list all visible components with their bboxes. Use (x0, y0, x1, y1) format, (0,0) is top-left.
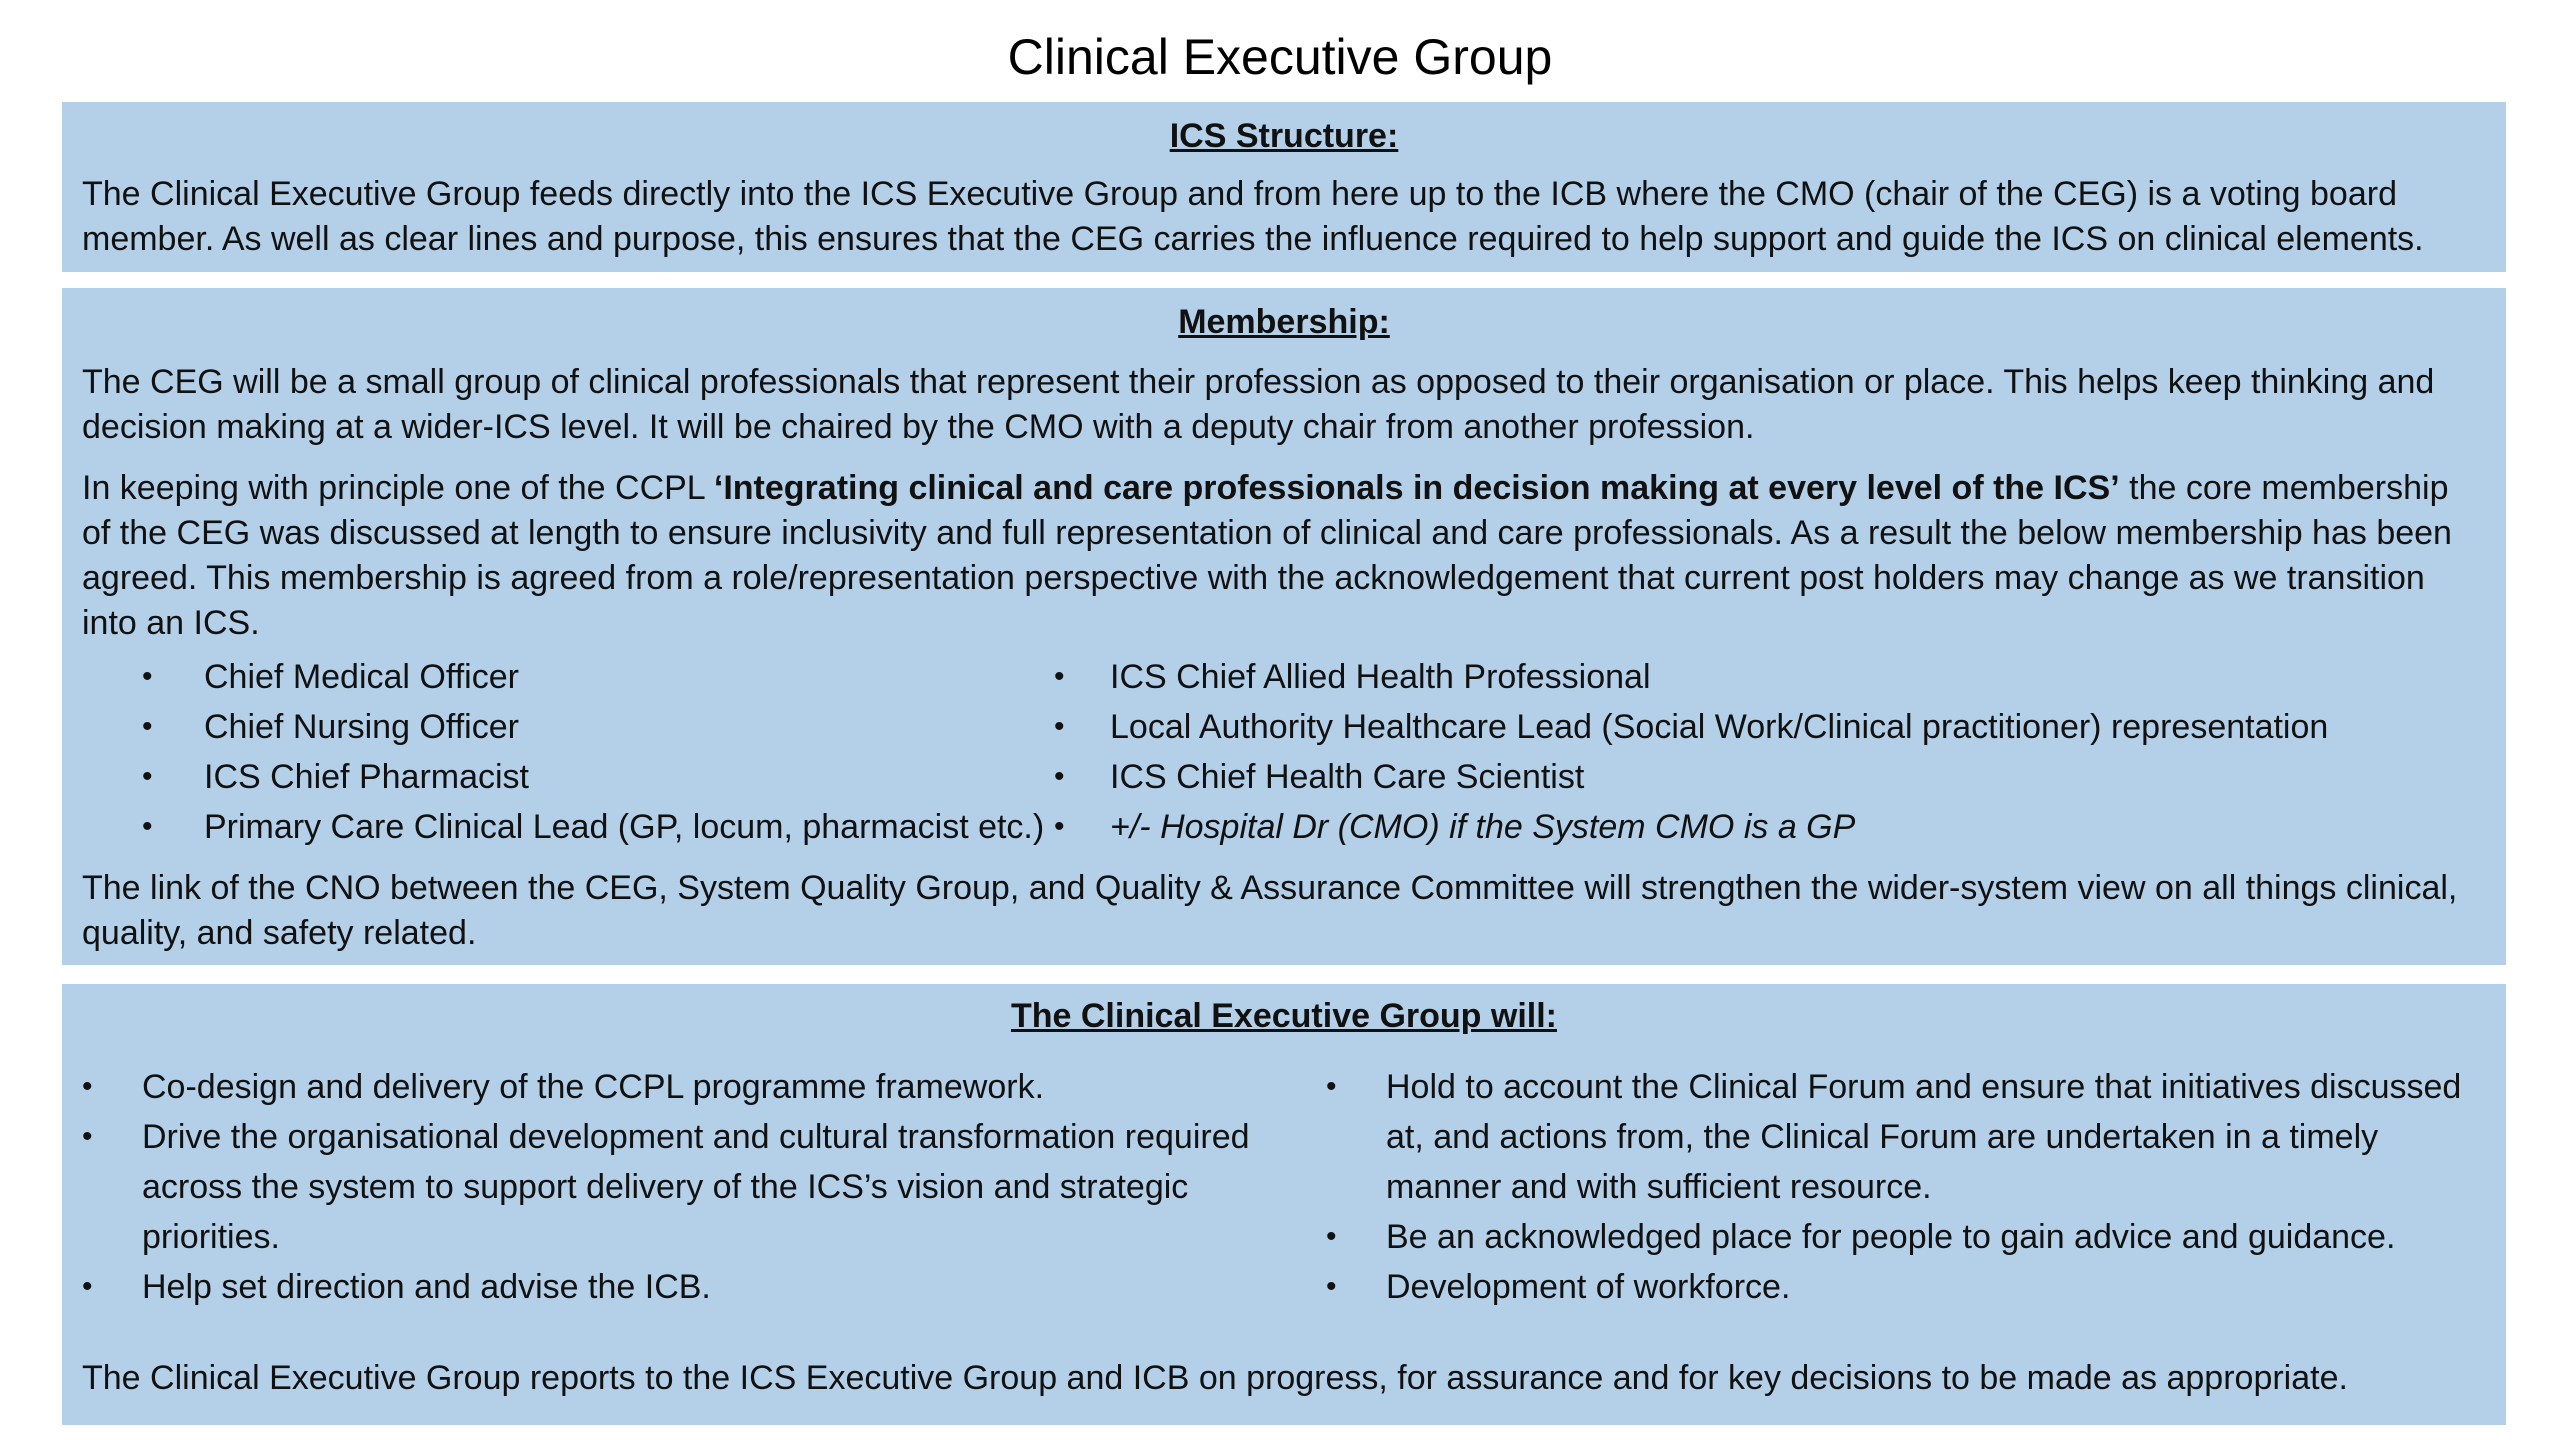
ceg-will-heading: The Clinical Executive Group will: (1010, 997, 1557, 1035)
list-item: • Co-design and delivery of the CCPL programme framework. (82, 1062, 1326, 1112)
list-item: • Be an acknowledged place for people to gain advice and guidance. (1326, 1212, 2486, 1262)
membership-panel (62, 288, 2506, 965)
ceg-will-list (82, 1062, 2486, 1312)
membership-list-left (82, 652, 1054, 852)
bullet-icon: • (1326, 1070, 1337, 1103)
bullet-icon: • (142, 660, 153, 693)
ics-structure-panel (62, 102, 2506, 272)
cno-link-text: The link of the CNO between the CEG, System Quality Group, and Quality & Assurance Committee will strengthen the wider-system view on all things clinical, quality, and safety related. (82, 869, 2458, 952)
list-item: • Hold to account the Clinical Forum and ensure that initiatives discussed at, and actions from, the Clinical Forum are undertaken in a timely manner and with sufficient resource. (1326, 1062, 2486, 1212)
list-item: • Local Authority Healthcare Lead (Social Work/Clinical practitioner) representation (1054, 702, 2474, 752)
page-title: Clinical Executive Group (1007, 29, 1553, 85)
ics-structure-heading: ICS Structure: (1169, 117, 1399, 155)
bullet-icon: • (1054, 760, 1065, 793)
list-item: • Development of workforce. (1326, 1262, 2486, 1312)
principle-suffix: the core membership of the CEG was discussed at length to ensure inclusivity and full representation of clinical and care professionals. As a result the below membership has been agreed. This membership is agreed from a role/representation perspective with the acknowledgement that current post holders may change as we transition into an ICS. (82, 469, 2452, 642)
list-item: • Drive the organisational development and cultural transformation required across the system to support delivery of the ICS’s vision and strategic priorities. (82, 1112, 1326, 1262)
list-item: • Chief Medical Officer (82, 652, 1054, 702)
list-item: • ICS Chief Allied Health Professional (1054, 652, 2474, 702)
bullet-icon: • (82, 1270, 93, 1303)
ceg-reports-text: The Clinical Executive Group reports to the ICS Executive Group and ICB on progress, for assurance and for key decisions to be made as appropriate. (82, 1359, 2348, 1397)
ceg-will-list-left (82, 1062, 1326, 1312)
bullet-icon: • (82, 1120, 93, 1153)
membership-list-right (1054, 652, 2474, 852)
bullet-icon: • (142, 760, 153, 793)
bullet-icon: • (82, 1070, 93, 1103)
list-item: • +/- Hospital Dr (CMO) if the System CMO is a GP (1054, 802, 2474, 852)
list-item: • Primary Care Clinical Lead (GP, locum, pharmacist etc.) (82, 802, 1054, 852)
list-item: • ICS Chief Pharmacist (82, 752, 1054, 802)
bullet-icon: • (1326, 1270, 1337, 1303)
bullet-icon: • (1054, 710, 1065, 743)
membership-intro: The CEG will be a small group of clinical professionals that represent their profession as opposed to their organisation or place. This helps keep thinking and decision making at a wider-ICS level. It will be chaired by the CMO with a deputy chair from another profession. (82, 363, 2435, 446)
membership-list (82, 652, 2486, 852)
ics-structure-text: The Clinical Executive Group feeds directly into the ICS Executive Group and from here up to the ICB where the CMO (chair of the CEG) is a voting board member. As well as clear lines and purpose, this ensures that the CEG carries the influence required to help support and guide the ICS on clinical elements. (82, 175, 2424, 258)
bullet-icon: • (1054, 810, 1065, 843)
bullet-icon: • (142, 810, 153, 843)
membership-principle (82, 466, 2486, 646)
bullet-icon: • (142, 710, 153, 743)
membership-heading: Membership: (1178, 303, 1390, 341)
ceg-will-list-right (1326, 1062, 2486, 1312)
principle-prefix: In keeping with principle one of the CCPL (82, 469, 714, 507)
principle-bold: ‘Integrating clinical and care professionals in decision making at every level of the ICS’ (713, 469, 2120, 507)
bullet-icon: • (1054, 660, 1065, 693)
list-item: • ICS Chief Health Care Scientist (1054, 752, 2474, 802)
list-item: • Help set direction and advise the ICB. (82, 1262, 1326, 1312)
list-item: • Chief Nursing Officer (82, 702, 1054, 752)
bullet-icon: • (1326, 1220, 1337, 1253)
ceg-will-panel (62, 984, 2506, 1425)
